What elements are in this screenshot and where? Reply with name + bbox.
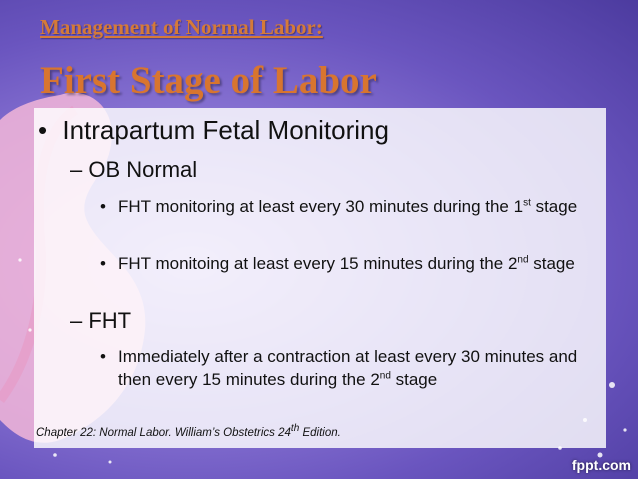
list-item-text-end: stage [390, 369, 438, 389]
list-item-text: FHT monitoring at least every 30 minutes during the 1 [118, 197, 524, 216]
citation-text-end: Edition. [299, 427, 341, 439]
bullet-level-1 [38, 115, 389, 146]
list-item-text-end: stage [528, 254, 575, 273]
bullet-glyph: • [100, 254, 106, 273]
bullet-text: Intrapartum Fetal Monitoring [62, 115, 389, 145]
bullet-glyph: • [100, 197, 106, 216]
ordinal-suffix: nd [379, 369, 391, 381]
sub-heading-fht: – FHT [70, 308, 132, 333]
list-item [100, 253, 590, 276]
slide-supertitle: Management of Normal Labor: [40, 15, 323, 39]
bullet-glyph: • [38, 115, 48, 145]
sub-heading-ob-normal: – OB Normal [70, 157, 198, 182]
slide-title: First Stage of Labor [40, 59, 377, 102]
list-item-text: Immediately after a contraction at least every 30 minutes and then every 15 minutes during the 2 [118, 347, 578, 389]
fppt-logo: fppt.com [571, 457, 631, 473]
list-item-text: FHT monitoing at least every 15 minutes during the 2 [118, 254, 518, 273]
ordinal-suffix: st [523, 197, 531, 209]
bullet-glyph: • [100, 347, 106, 366]
list-item-text-end: stage [530, 197, 578, 216]
ordinal-suffix: th [290, 423, 300, 435]
citation [36, 423, 341, 439]
list-item [100, 346, 590, 391]
citation-text: Chapter 22: Normal Labor. William’s Obstetrics 24 [36, 427, 291, 439]
ordinal-suffix: nd [517, 254, 529, 266]
list-item [100, 196, 590, 219]
